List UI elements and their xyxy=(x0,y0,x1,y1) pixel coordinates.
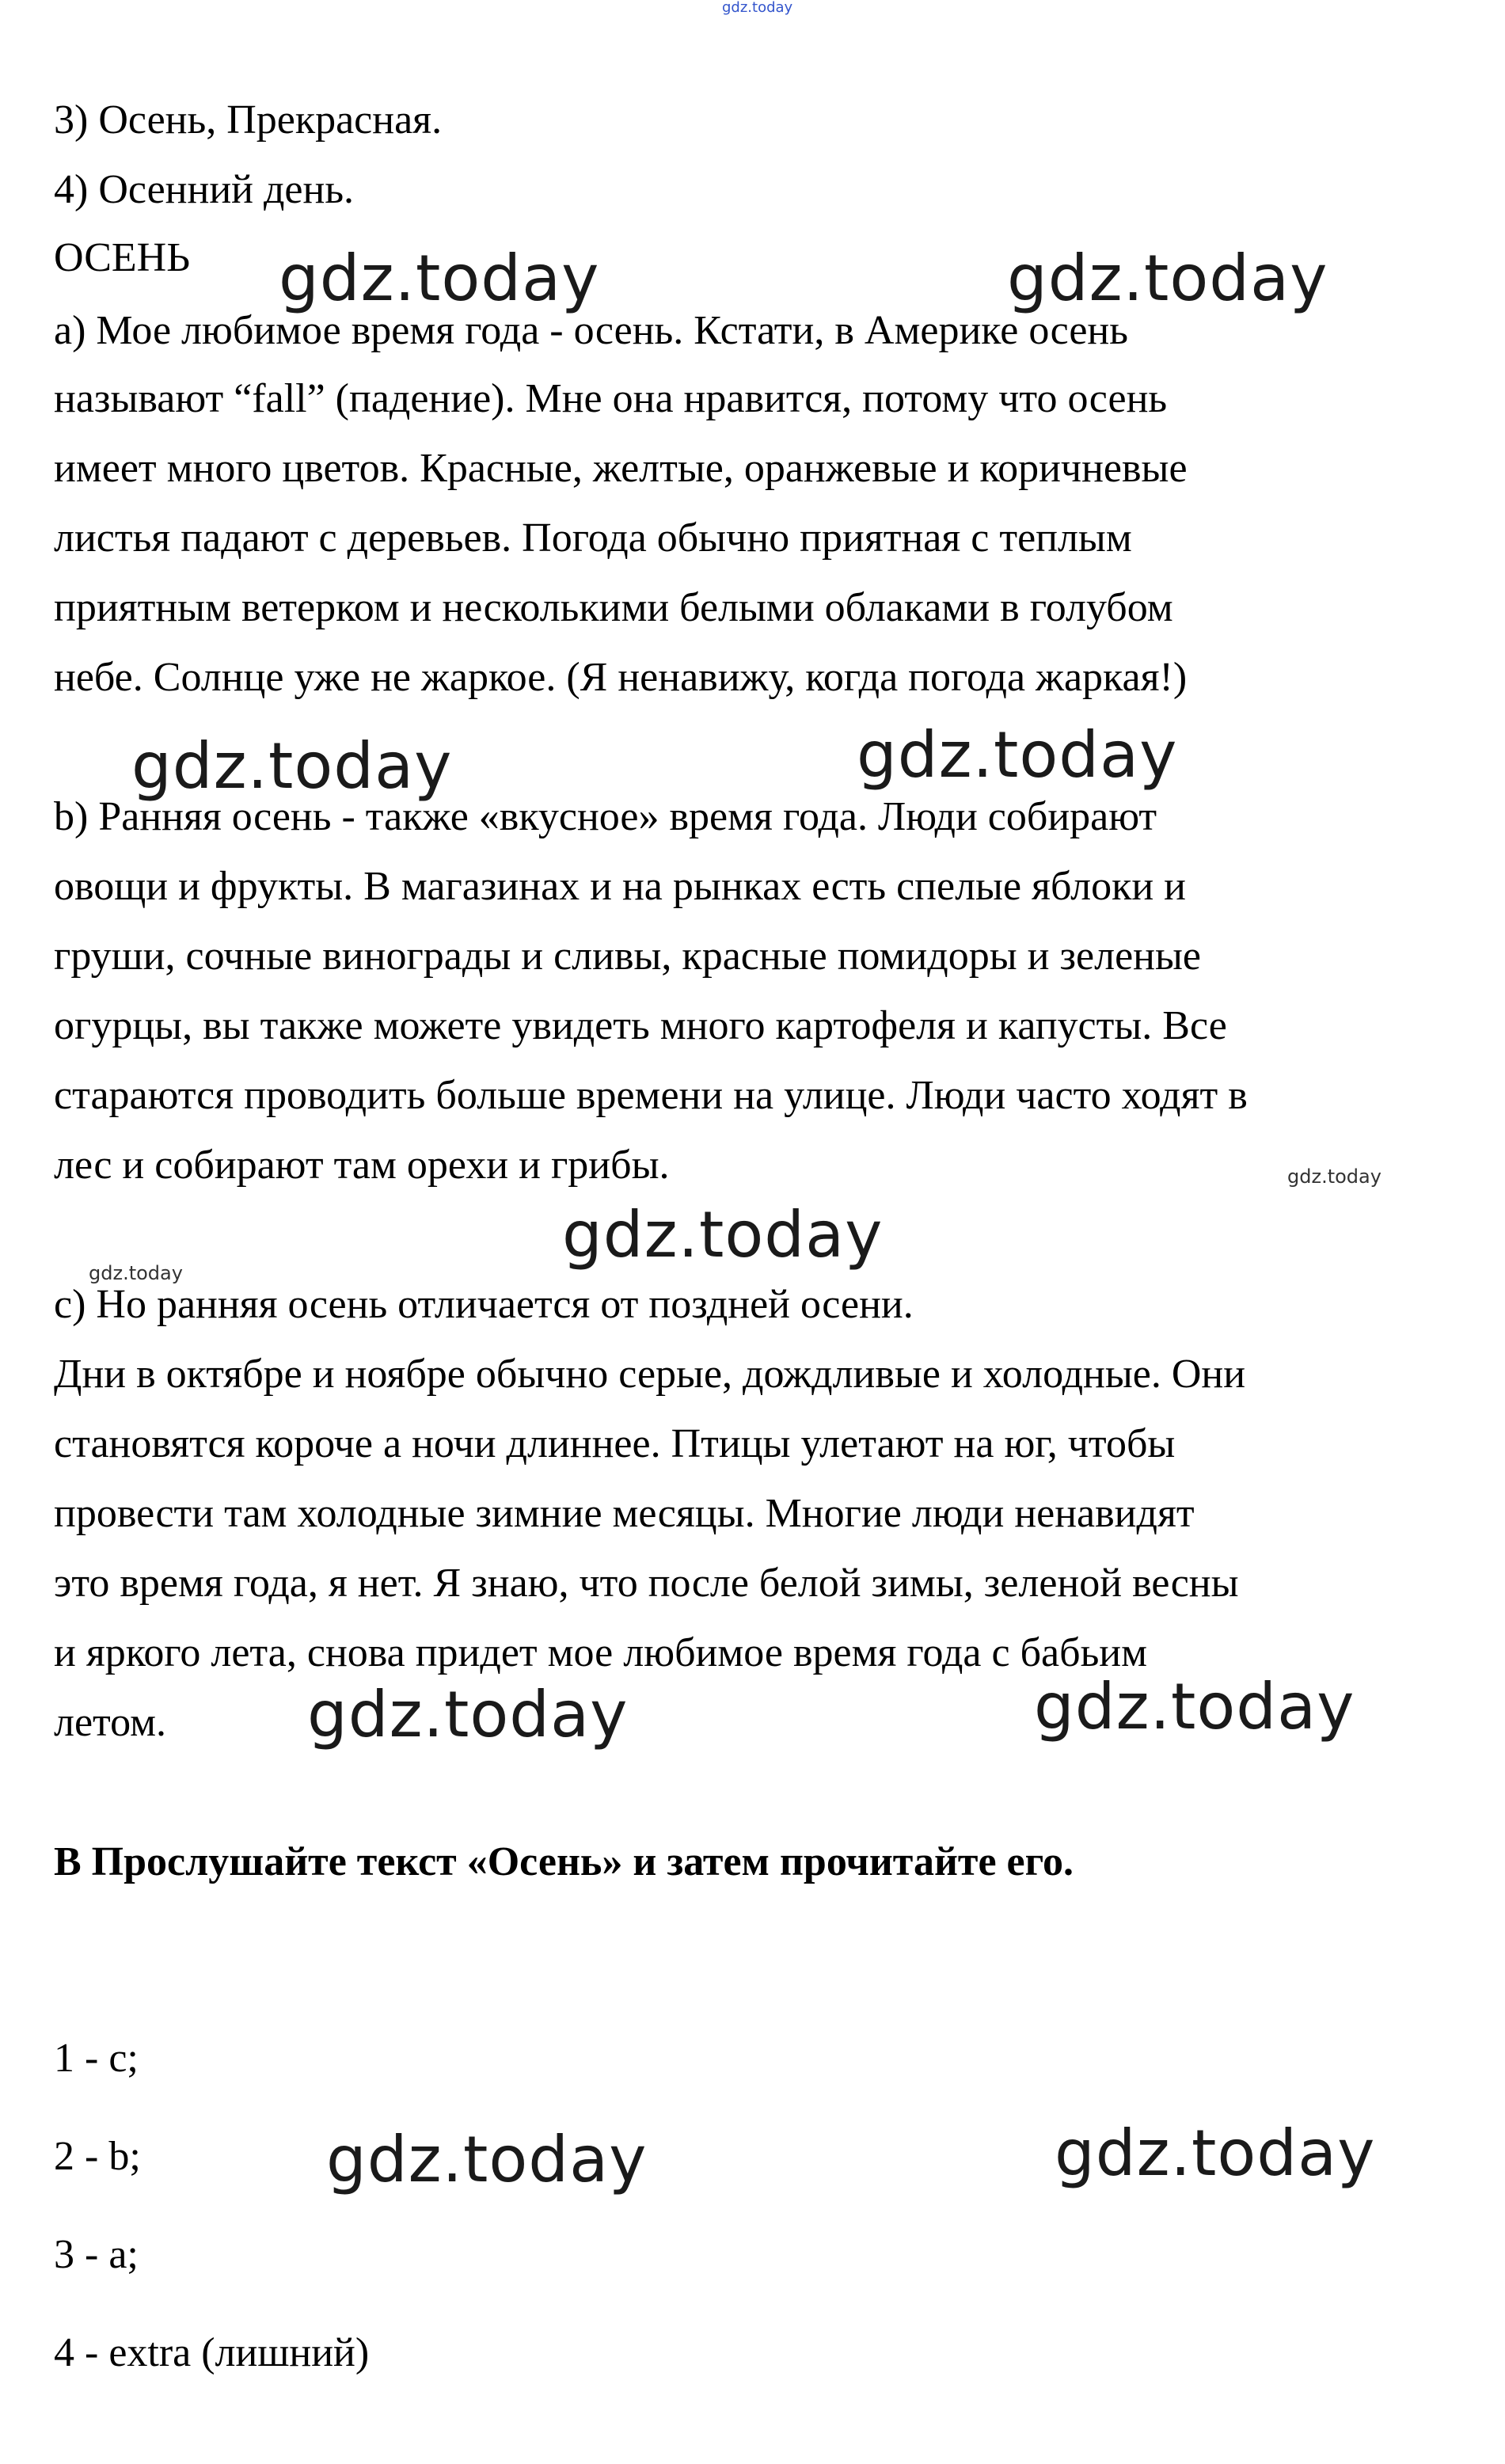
paragraph-c-line: c) Но ранняя осень отличается от поздней осени. xyxy=(54,1282,914,1327)
matching-answer: 2 - b; xyxy=(54,2134,141,2179)
paragraph-b-line: лес и собирают там орехи и грибы. xyxy=(54,1143,670,1188)
watermark-small: gdz.today xyxy=(1287,1165,1381,1188)
paragraph-a-line: называют “fall” (падение). Мне она нравится, потому что осень xyxy=(54,376,1168,421)
text-title: ОСЕНЬ xyxy=(54,235,191,280)
task-b-heading: B Прослушайте текст «Осень» и затем прочитайте его. xyxy=(54,1839,1074,1884)
paragraph-c-line: становятся короче а ночи длиннее. Птицы улетают на юг, чтобы xyxy=(54,1421,1176,1466)
paragraph-c-line: и яркого лета, снова придет мое любимое время года с бабьим xyxy=(54,1630,1148,1675)
answer-line-3: 3) Осень, Прекрасная. xyxy=(54,97,443,143)
watermark: gdz.today xyxy=(1055,2116,1376,2190)
paragraph-a-line: листья падают с деревьев. Погода обычно приятная с теплым xyxy=(54,515,1132,561)
watermark: gdz.today xyxy=(307,1678,629,1751)
watermark: gdz.today xyxy=(279,241,600,315)
paragraph-b-line: овощи и фрукты. В магазинах и на рынках есть спелые яблоки и xyxy=(54,864,1186,909)
paragraph-b-line: огурцы, вы также можете увидеть много картофеля и капусты. Все xyxy=(54,1003,1227,1048)
paragraph-a-line: a) Мое любимое время года - осень. Кстати, в Америке осень xyxy=(54,308,1128,353)
header-watermark: gdz.today xyxy=(722,0,793,16)
answer-line-4: 4) Осенний день. xyxy=(54,167,355,212)
paragraph-a-line: небе. Солнце уже не жаркое. (Я ненавижу, когда погода жаркая!) xyxy=(54,655,1188,700)
paragraph-a-line: приятным ветерком и несколькими белыми облаками в голубом xyxy=(54,585,1173,630)
matching-answer: 3 - a; xyxy=(54,2232,139,2277)
watermark: gdz.today xyxy=(562,1198,884,1272)
paragraph-b-line: груши, сочные винограды и сливы, красные помидоры и зеленые xyxy=(54,934,1201,979)
matching-answer: 4 - extra (лишний) xyxy=(54,2330,370,2375)
watermark: gdz.today xyxy=(326,2123,648,2196)
watermark-small: gdz.today xyxy=(89,1262,183,1284)
watermark: gdz.today xyxy=(857,718,1178,792)
paragraph-c-line: провести там холодные зимние месяцы. Многие люди ненавидят xyxy=(54,1491,1195,1536)
paragraph-a-line: имеет много цветов. Красные, желтые, оранжевые и коричневые xyxy=(54,446,1188,491)
paragraph-b-line: b) Ранняя осень - также «вкусное» время года. Люди собирают xyxy=(54,794,1157,839)
paragraph-c-line: это время года, я нет. Я знаю, что после белой зимы, зеленой весны xyxy=(54,1561,1239,1606)
watermark: gdz.today xyxy=(1007,241,1328,315)
paragraph-b-line: стараются проводить больше времени на улице. Люди часто ходят в xyxy=(54,1073,1248,1118)
paragraph-c-line: Дни в октябре и ноябре обычно серые, дождливые и холодные. Они xyxy=(54,1352,1246,1397)
matching-answer: 1 - c; xyxy=(54,2036,139,2081)
watermark: gdz.today xyxy=(1034,1670,1355,1743)
paragraph-c-line: летом. xyxy=(54,1700,166,1745)
watermark: gdz.today xyxy=(131,729,453,803)
